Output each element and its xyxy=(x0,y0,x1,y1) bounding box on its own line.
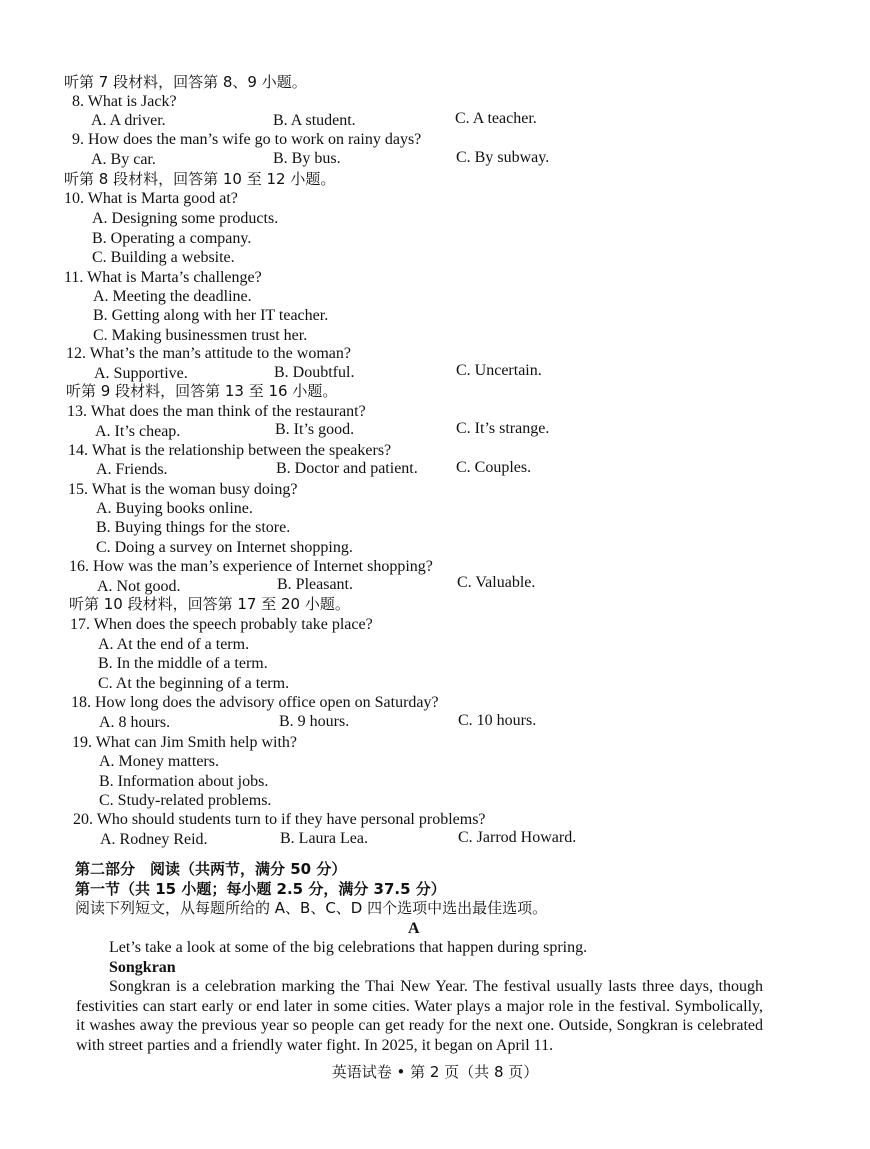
option-b: B. Laura Lea. xyxy=(280,830,368,847)
question-text: 11. What is Marta’s challenge? xyxy=(64,269,262,286)
section-header: 听第 9 段材料，回答第 13 至 16 小题。 xyxy=(66,382,338,400)
question-text: 17. When does the speech probably take place? xyxy=(70,616,373,633)
option-b: B. A student. xyxy=(273,112,356,129)
question-text: 12. What’s the man’s attitude to the woman? xyxy=(66,345,351,362)
passage-heading: Songkran xyxy=(109,959,176,976)
option-c: C. Couples. xyxy=(456,459,532,476)
question-text: 19. What can Jim Smith help with? xyxy=(72,734,298,751)
option-a: A. Rodney Reid. xyxy=(100,831,208,848)
option-b: B. Doctor and patient. xyxy=(276,460,418,477)
section-header: 听第 7 段材料，回答第 8、9 小题。 xyxy=(64,73,307,91)
option-c: C. Building a website. xyxy=(92,249,235,266)
question-text: 18. How long does the advisory office open on Saturday? xyxy=(71,694,439,711)
page-footer: 英语试卷 • 第 2 页（共 8 页） xyxy=(331,1063,539,1081)
section-header: 听第 8 段材料，回答第 10 至 12 小题。 xyxy=(64,170,336,188)
passage-paragraph: Songkran is a celebration marking the Thai New Year. The festival usually lasts three days, though festivities can start early or end later in some cities. Water plays a major role in the festival. Symbolically, it washes away the previous year so people can get ready for the next one. Outside, Songkran is celebrated with street parties and a friendly water fight. In 2025, it began on April 11. xyxy=(76,978,763,1054)
section-header: 听第 10 段材料，回答第 17 至 20 小题。 xyxy=(69,595,350,613)
option-c: C. Doing a survey on Internet shopping. xyxy=(96,539,353,556)
option-b: B. Operating a company. xyxy=(92,230,252,247)
option-c: C. By subway. xyxy=(456,149,550,166)
passage-intro: Let’s take a look at some of the big celebrations that happen during spring. xyxy=(109,939,588,956)
question-text: 9. How does the man’s wife go to work on rainy days? xyxy=(72,131,422,148)
question-text: 20. Who should students turn to if they have personal problems? xyxy=(73,811,486,828)
question-text: 14. What is the relationship between the speakers? xyxy=(68,442,392,459)
option-c: C. A teacher. xyxy=(455,110,537,127)
option-b: B. Information about jobs. xyxy=(99,773,269,790)
option-c: C. Jarrod Howard. xyxy=(458,829,577,846)
option-b: B. Doubtful. xyxy=(274,364,355,381)
option-c: C. Making businessmen trust her. xyxy=(93,327,308,344)
question-text: 10. What is Marta good at? xyxy=(64,190,238,207)
question-text: 13. What does the man think of the restaurant? xyxy=(67,403,366,420)
option-a: A. At the end of a term. xyxy=(98,636,250,653)
passage-label: A xyxy=(408,920,420,937)
question-text: 15. What is the woman busy doing? xyxy=(68,481,298,498)
instruction: 阅读下列短文，从每题所给的 A、B、C、D 四个选项中选出最佳选项。 xyxy=(75,899,548,917)
option-c: C. Uncertain. xyxy=(456,362,542,379)
option-c: C. Study-related problems. xyxy=(99,792,272,809)
option-b: B. Buying things for the store. xyxy=(96,519,291,536)
option-a: A. Buying books online. xyxy=(96,500,253,517)
option-a: A. It’s cheap. xyxy=(95,423,181,440)
option-b: B. In the middle of a term. xyxy=(98,655,268,672)
option-b: B. Getting along with her IT teacher. xyxy=(93,307,329,324)
option-b: B. Pleasant. xyxy=(277,576,353,593)
part-title: 第二部分 阅读（共两节，满分 50 分） xyxy=(75,860,347,878)
option-a: A. 8 hours. xyxy=(99,714,171,731)
option-a: A. Friends. xyxy=(96,461,168,478)
option-b: B. By bus. xyxy=(273,150,341,167)
question-text: 16. How was the man’s experience of Internet shopping? xyxy=(69,558,433,575)
question-text: 8. What is Jack? xyxy=(72,93,177,110)
option-a: A. Designing some products. xyxy=(92,210,279,227)
option-b: B. 9 hours. xyxy=(279,713,350,730)
option-c: C. Valuable. xyxy=(457,574,536,591)
option-a: A. Not good. xyxy=(97,578,181,595)
section-title: 第一节（共 15 小题；每小题 2.5 分，满分 37.5 分） xyxy=(75,880,446,898)
option-b: B. It’s good. xyxy=(275,421,355,438)
option-c: C. It’s strange. xyxy=(456,420,550,437)
option-a: A. A driver. xyxy=(91,112,166,129)
option-a: A. Meeting the deadline. xyxy=(93,288,252,305)
option-a: A. Money matters. xyxy=(99,753,219,770)
option-a: A. Supportive. xyxy=(94,365,188,382)
option-c: C. 10 hours. xyxy=(458,712,537,729)
option-c: C. At the beginning of a term. xyxy=(98,675,290,692)
option-a: A. By car. xyxy=(91,151,156,168)
